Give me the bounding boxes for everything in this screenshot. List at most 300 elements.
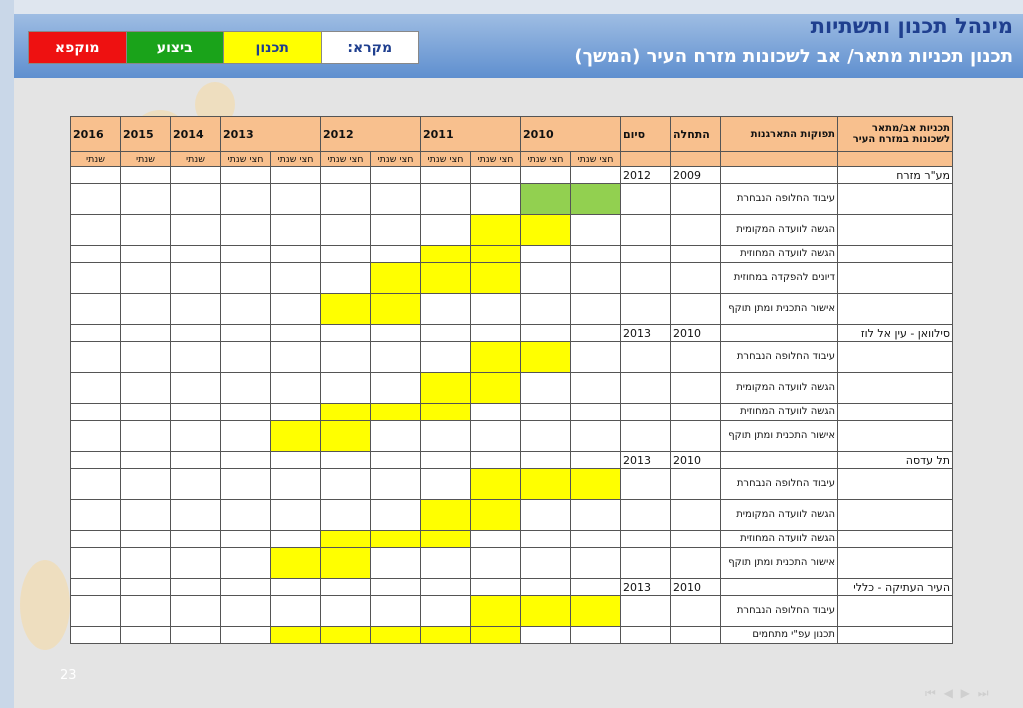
table-cell bbox=[471, 421, 521, 452]
subheader-half: חצי שנתי bbox=[521, 152, 571, 167]
table-cell bbox=[621, 404, 671, 421]
gantt-bar-planning bbox=[321, 294, 371, 325]
plan-start: 2010 bbox=[671, 579, 721, 596]
table-cell bbox=[621, 342, 671, 373]
table-cell bbox=[371, 325, 421, 342]
table-cell bbox=[421, 342, 471, 373]
table-cell bbox=[321, 452, 371, 469]
stage-row bbox=[71, 246, 953, 263]
table-cell bbox=[521, 548, 571, 579]
table-cell bbox=[838, 500, 953, 531]
gantt-bar-planning bbox=[371, 294, 421, 325]
plan-end: 2013 bbox=[621, 325, 671, 342]
gantt-bar-planning bbox=[371, 627, 421, 644]
table-cell bbox=[621, 263, 671, 294]
col-end: סיום bbox=[621, 117, 671, 152]
subheader-half: חצי שנתי bbox=[271, 152, 321, 167]
table-cell bbox=[571, 325, 621, 342]
plan-name: מע"ר מזרח bbox=[838, 167, 953, 184]
table-cell bbox=[271, 294, 321, 325]
table-cell bbox=[721, 579, 838, 596]
table-cell bbox=[838, 342, 953, 373]
table-cell bbox=[838, 531, 953, 548]
table-cell bbox=[171, 421, 221, 452]
table-cell bbox=[521, 421, 571, 452]
table-cell bbox=[621, 531, 671, 548]
table-cell bbox=[571, 500, 621, 531]
table-cell bbox=[221, 500, 271, 531]
table-cell bbox=[421, 421, 471, 452]
table-cell bbox=[221, 596, 271, 627]
table-cell bbox=[71, 627, 121, 644]
gantt-bar-planning bbox=[471, 627, 521, 644]
gantt-bar-planning bbox=[321, 627, 371, 644]
gantt-bar-planning bbox=[521, 596, 571, 627]
table-cell bbox=[321, 246, 371, 263]
table-cell bbox=[521, 404, 571, 421]
table-cell bbox=[721, 452, 838, 469]
col-2012: 2012 bbox=[321, 117, 421, 152]
stage-name: הגשה לוועדה המחוזית bbox=[721, 404, 838, 421]
table-cell bbox=[521, 373, 571, 404]
stage-row bbox=[71, 500, 953, 531]
table-cell bbox=[171, 548, 221, 579]
table-cell bbox=[621, 627, 671, 644]
stage-row bbox=[71, 627, 953, 644]
table-cell bbox=[421, 469, 471, 500]
gantt-bar-planning bbox=[271, 421, 321, 452]
table-cell bbox=[121, 167, 171, 184]
table-cell bbox=[271, 342, 321, 373]
table-cell bbox=[271, 263, 321, 294]
table-cell bbox=[421, 325, 471, 342]
table-cell bbox=[721, 167, 838, 184]
table-cell bbox=[121, 579, 171, 596]
table-cell bbox=[221, 421, 271, 452]
gantt-bar-planning bbox=[271, 548, 321, 579]
table-cell bbox=[221, 469, 271, 500]
subheader-empty bbox=[671, 152, 721, 167]
table-cell bbox=[421, 215, 471, 246]
table-cell bbox=[621, 215, 671, 246]
table-cell bbox=[471, 452, 521, 469]
table-cell bbox=[121, 215, 171, 246]
col-plans: תכניות אב/מתאר לשכונות במזרח העיר bbox=[838, 117, 953, 152]
table-cell bbox=[271, 469, 321, 500]
stage-row bbox=[71, 184, 953, 215]
table-cell bbox=[521, 452, 571, 469]
table-cell bbox=[121, 627, 171, 644]
table-cell bbox=[621, 469, 671, 500]
table-cell bbox=[621, 548, 671, 579]
table-cell bbox=[321, 263, 371, 294]
table-cell bbox=[321, 500, 371, 531]
gantt-bar-planning bbox=[421, 263, 471, 294]
table-cell bbox=[571, 294, 621, 325]
plan-row bbox=[71, 579, 953, 596]
plan-end: 2013 bbox=[621, 452, 671, 469]
table-cell bbox=[621, 246, 671, 263]
table-cell bbox=[671, 500, 721, 531]
table-cell bbox=[321, 167, 371, 184]
table-cell bbox=[121, 184, 171, 215]
gantt-bar-planning bbox=[471, 263, 521, 294]
table-cell bbox=[571, 404, 621, 421]
table-cell bbox=[171, 596, 221, 627]
table-cell bbox=[321, 215, 371, 246]
table-cell bbox=[571, 548, 621, 579]
table-cell bbox=[121, 452, 171, 469]
page-number: 23 bbox=[60, 668, 77, 683]
slide-nav-controls[interactable]: ⏮ ◀ ▶ ⏭ bbox=[925, 686, 991, 700]
table-cell bbox=[521, 325, 571, 342]
legend-execution: ביצוע bbox=[126, 32, 224, 63]
table-cell bbox=[321, 184, 371, 215]
plan-end: 2012 bbox=[621, 167, 671, 184]
plan-name: העיר העתיקה - כללי bbox=[838, 579, 953, 596]
table-cell bbox=[621, 373, 671, 404]
table-cell bbox=[421, 184, 471, 215]
table-cell bbox=[671, 596, 721, 627]
table-cell bbox=[271, 531, 321, 548]
table-cell bbox=[271, 246, 321, 263]
table-cell bbox=[571, 263, 621, 294]
col-2013: 2013 bbox=[221, 117, 321, 152]
table-cell bbox=[371, 246, 421, 263]
table-cell bbox=[521, 531, 571, 548]
table-cell bbox=[71, 184, 121, 215]
gantt-bar-planning bbox=[471, 215, 521, 246]
table-cell bbox=[121, 342, 171, 373]
table-cell bbox=[171, 373, 221, 404]
table-cell bbox=[671, 627, 721, 644]
gantt-bar-planning bbox=[321, 421, 371, 452]
gantt-bar-planning bbox=[421, 404, 471, 421]
table-cell bbox=[671, 469, 721, 500]
table-cell bbox=[571, 579, 621, 596]
table-cell bbox=[421, 579, 471, 596]
table-cell bbox=[521, 579, 571, 596]
table-cell bbox=[471, 184, 521, 215]
table-cell bbox=[471, 579, 521, 596]
table-cell bbox=[838, 184, 953, 215]
table-cell bbox=[171, 342, 221, 373]
table-cell bbox=[71, 469, 121, 500]
table-cell bbox=[838, 215, 953, 246]
table-cell bbox=[521, 263, 571, 294]
gantt-bar-planning bbox=[321, 548, 371, 579]
table-cell bbox=[71, 452, 121, 469]
table-cell bbox=[171, 627, 221, 644]
subheader-annual: שנתי bbox=[71, 152, 121, 167]
stage-name: דיונים להפקדה במחוזית bbox=[721, 263, 838, 294]
table-cell bbox=[371, 373, 421, 404]
stage-name: הגשה לוועדה המחוזית bbox=[721, 246, 838, 263]
stage-name: עיבוד החלופה הנבחרת bbox=[721, 342, 838, 373]
table-cell bbox=[421, 452, 471, 469]
table-cell bbox=[121, 421, 171, 452]
gantt-bar-planning bbox=[571, 596, 621, 627]
table-cell bbox=[571, 342, 621, 373]
table-cell bbox=[71, 325, 121, 342]
gantt-bar-planning bbox=[421, 627, 471, 644]
table-cell bbox=[521, 294, 571, 325]
gantt-bar-planning bbox=[421, 500, 471, 531]
stage-name: עיבוד החלופה הנבחרת bbox=[721, 596, 838, 627]
table-cell bbox=[221, 452, 271, 469]
table-cell bbox=[171, 167, 221, 184]
plan-start: 2010 bbox=[671, 452, 721, 469]
table-cell bbox=[171, 184, 221, 215]
table-cell bbox=[838, 469, 953, 500]
table-cell bbox=[271, 452, 321, 469]
table-cell bbox=[371, 469, 421, 500]
table-cell bbox=[838, 263, 953, 294]
table-cell bbox=[671, 215, 721, 246]
table-cell bbox=[321, 325, 371, 342]
stage-name: אישור התכנית ומתן תוקף bbox=[721, 548, 838, 579]
table-cell bbox=[221, 215, 271, 246]
table-cell bbox=[721, 325, 838, 342]
table-cell bbox=[171, 215, 221, 246]
table-cell bbox=[621, 421, 671, 452]
table-cell bbox=[521, 246, 571, 263]
gantt-bar-planning bbox=[471, 500, 521, 531]
gantt-bar-planning bbox=[421, 531, 471, 548]
table-cell bbox=[671, 342, 721, 373]
table-cell bbox=[371, 421, 421, 452]
subheader-empty bbox=[721, 152, 838, 167]
subheader-half: חצי שנתי bbox=[221, 152, 271, 167]
stage-name: הגשה לוועדה המחוזית bbox=[721, 531, 838, 548]
table-cell bbox=[838, 373, 953, 404]
table-cell bbox=[271, 373, 321, 404]
table-cell bbox=[838, 404, 953, 421]
stage-row bbox=[71, 294, 953, 325]
table-cell bbox=[121, 246, 171, 263]
subheader-annual: שנתי bbox=[171, 152, 221, 167]
table-cell bbox=[371, 452, 421, 469]
stage-row bbox=[71, 469, 953, 500]
table-cell bbox=[371, 184, 421, 215]
gantt-bar-planning bbox=[271, 627, 321, 644]
table-cell bbox=[71, 263, 121, 294]
table-cell bbox=[121, 404, 171, 421]
table-cell bbox=[571, 452, 621, 469]
table-cell bbox=[171, 452, 221, 469]
table-cell bbox=[371, 579, 421, 596]
paw-decoration bbox=[20, 560, 70, 650]
gantt-bar-planning bbox=[421, 246, 471, 263]
table-cell bbox=[71, 246, 121, 263]
table-cell bbox=[471, 294, 521, 325]
table-cell bbox=[71, 373, 121, 404]
legend-planning: תכנון bbox=[223, 32, 321, 63]
table-cell bbox=[221, 325, 271, 342]
table-cell bbox=[371, 548, 421, 579]
table-cell bbox=[371, 342, 421, 373]
table-cell bbox=[171, 246, 221, 263]
gantt-bar-planning bbox=[371, 531, 421, 548]
table-cell bbox=[121, 500, 171, 531]
plan-start: 2009 bbox=[671, 167, 721, 184]
table-cell bbox=[571, 531, 621, 548]
table-cell bbox=[271, 404, 321, 421]
col-2011: 2011 bbox=[421, 117, 521, 152]
table-cell bbox=[221, 404, 271, 421]
table-cell bbox=[221, 294, 271, 325]
table-cell bbox=[671, 246, 721, 263]
stage-row bbox=[71, 421, 953, 452]
table-cell bbox=[521, 167, 571, 184]
gantt-bar-planning bbox=[521, 469, 571, 500]
table-cell bbox=[221, 263, 271, 294]
table-cell bbox=[71, 294, 121, 325]
table-cell bbox=[121, 325, 171, 342]
gantt-bar-planning bbox=[421, 373, 471, 404]
table-cell bbox=[838, 421, 953, 452]
table-cell bbox=[571, 167, 621, 184]
stage-name: הגשה לוועדה המקומית bbox=[721, 500, 838, 531]
table-cell bbox=[321, 596, 371, 627]
table-cell bbox=[71, 404, 121, 421]
stage-name: עיבוד החלופה הנבחרת bbox=[721, 184, 838, 215]
gantt-bar-execution bbox=[571, 184, 621, 215]
gantt-bar-planning bbox=[471, 373, 521, 404]
table-cell bbox=[671, 373, 721, 404]
table-cell bbox=[71, 548, 121, 579]
gantt-bar-planning bbox=[321, 531, 371, 548]
subheader-empty bbox=[621, 152, 671, 167]
stage-name: אישור התכנית ומתן תוקף bbox=[721, 294, 838, 325]
table-cell bbox=[838, 548, 953, 579]
table-cell bbox=[271, 167, 321, 184]
table-cell bbox=[671, 294, 721, 325]
gantt-bar-planning bbox=[471, 342, 521, 373]
table-subheader-row bbox=[71, 152, 953, 167]
table-cell bbox=[171, 579, 221, 596]
table-cell bbox=[171, 469, 221, 500]
stage-row bbox=[71, 404, 953, 421]
table-cell bbox=[321, 373, 371, 404]
subheader-empty bbox=[838, 152, 953, 167]
table-cell bbox=[271, 500, 321, 531]
table-cell bbox=[671, 263, 721, 294]
table-cell bbox=[271, 184, 321, 215]
table-cell bbox=[421, 596, 471, 627]
table-cell bbox=[71, 342, 121, 373]
table-cell bbox=[471, 325, 521, 342]
table-cell bbox=[521, 627, 571, 644]
table-cell bbox=[221, 627, 271, 644]
table-cell bbox=[838, 596, 953, 627]
col-start: התחלה bbox=[671, 117, 721, 152]
table-cell bbox=[371, 596, 421, 627]
table-cell bbox=[838, 246, 953, 263]
table-cell bbox=[471, 167, 521, 184]
table-cell bbox=[371, 167, 421, 184]
gantt-bar-planning bbox=[371, 404, 421, 421]
table-cell bbox=[371, 215, 421, 246]
table-cell bbox=[671, 184, 721, 215]
table-cell bbox=[321, 579, 371, 596]
table-cell bbox=[221, 373, 271, 404]
table-cell bbox=[671, 548, 721, 579]
col-2016: 2016 bbox=[71, 117, 121, 152]
table-cell bbox=[171, 325, 221, 342]
table-cell bbox=[571, 421, 621, 452]
table-cell bbox=[221, 246, 271, 263]
table-cell bbox=[121, 531, 171, 548]
gantt-bar-planning bbox=[371, 263, 421, 294]
table-cell bbox=[321, 342, 371, 373]
table-cell bbox=[421, 294, 471, 325]
gantt-table bbox=[70, 116, 953, 644]
table-cell bbox=[671, 404, 721, 421]
gantt-bar-execution bbox=[521, 184, 571, 215]
subheader-half: חצי שנתי bbox=[371, 152, 421, 167]
table-cell bbox=[671, 531, 721, 548]
table-cell bbox=[221, 342, 271, 373]
col-2010: 2010 bbox=[521, 117, 621, 152]
stage-row bbox=[71, 263, 953, 294]
table-cell bbox=[121, 373, 171, 404]
plan-row bbox=[71, 167, 953, 184]
table-cell bbox=[171, 500, 221, 531]
legend-frozen: מוקפא bbox=[29, 32, 126, 63]
table-cell bbox=[71, 500, 121, 531]
table-cell bbox=[171, 294, 221, 325]
plan-row bbox=[71, 325, 953, 342]
table-cell bbox=[71, 215, 121, 246]
table-cell bbox=[71, 596, 121, 627]
table-cell bbox=[221, 548, 271, 579]
table-cell bbox=[121, 548, 171, 579]
gantt-bar-planning bbox=[471, 596, 521, 627]
frame-top bbox=[0, 0, 1023, 14]
plan-start: 2010 bbox=[671, 325, 721, 342]
table-cell bbox=[571, 215, 621, 246]
table-cell bbox=[171, 531, 221, 548]
subheader-half: חצי שנתי bbox=[321, 152, 371, 167]
stage-row bbox=[71, 548, 953, 579]
legend bbox=[28, 31, 419, 64]
table-cell bbox=[171, 263, 221, 294]
table-cell bbox=[271, 579, 321, 596]
col-stages: תפוקות התארגנות bbox=[721, 117, 838, 152]
table-cell bbox=[371, 500, 421, 531]
plan-end: 2013 bbox=[621, 579, 671, 596]
stage-name: עיבוד החלופה הנבחרת bbox=[721, 469, 838, 500]
subheader-half: חצי שנתי bbox=[421, 152, 471, 167]
subheader-annual: שנתי bbox=[121, 152, 171, 167]
plan-row bbox=[71, 452, 953, 469]
table-cell bbox=[521, 500, 571, 531]
table-cell bbox=[71, 531, 121, 548]
col-2015: 2015 bbox=[121, 117, 171, 152]
table-cell bbox=[571, 246, 621, 263]
table-cell bbox=[221, 184, 271, 215]
table-cell bbox=[221, 167, 271, 184]
table-cell bbox=[471, 531, 521, 548]
stage-row bbox=[71, 342, 953, 373]
table-cell bbox=[838, 294, 953, 325]
gantt-bar-planning bbox=[571, 469, 621, 500]
table-cell bbox=[221, 579, 271, 596]
table-cell bbox=[471, 548, 521, 579]
table-cell bbox=[671, 421, 721, 452]
stage-name: הגשה לוועדה המקומית bbox=[721, 215, 838, 246]
